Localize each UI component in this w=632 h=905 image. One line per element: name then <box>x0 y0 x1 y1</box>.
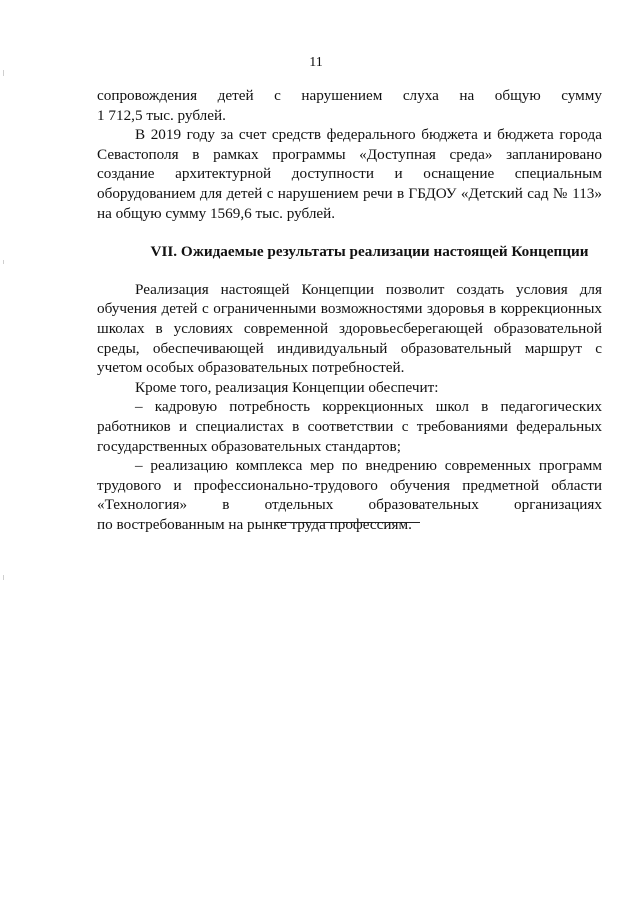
page-number: 11 <box>309 55 323 70</box>
paragraph-concept-provides: Кроме того, реализация Концепции обеспечит: <box>135 378 439 396</box>
paragraph-continuation: сопровождения детей с нарушением слуха на общую сумму <box>97 87 602 104</box>
section-heading: VII. Ожидаемые результаты реализации настоящей Концепции <box>150 243 589 261</box>
paragraph-funding-2019: В 2019 году за счет средств федерального бюджета и бюджета города Севастополя в рамках программы «Доступная среда» запланировано создание архитектурной доступности и оснащение специальным оборудованием для детей с нарушением речи в ГБДОУ «Детский сад № 113» на общую сумму 1569,6 тыс. рублей. <box>97 126 602 222</box>
list-item-programs: – реализацию комплекса мер по внедрению современных программ трудового и профессионально-трудового обучения предметной области «Технология» в отдельных образовательных организациях <box>97 457 602 514</box>
closing-rule <box>276 522 420 523</box>
paragraph-continuation-end: 1 712,5 тыс. рублей. <box>97 106 226 124</box>
list-item-staffing: – кадровую потребность коррекционных школ в педагогических работников и специалистах в соответствии с требованиями федеральных государственных образовательных стандартов; <box>97 398 602 455</box>
paragraph-expected-results: Реализация настоящей Концепции позволит создать условия для обучения детей с ограниченными возможностями здоровья в коррекционных школах в условиях современной здоровьесберегающей образовательной среды, обеспечивающей индивидуальный образовательный маршрут с учетом особых образовательных потребностей. <box>97 280 602 377</box>
list-item-programs-end: по востребованным на рынке труда профессиям. <box>97 515 412 533</box>
scan-artifact <box>3 260 4 264</box>
scan-artifact <box>3 575 4 580</box>
document-body <box>97 86 602 534</box>
